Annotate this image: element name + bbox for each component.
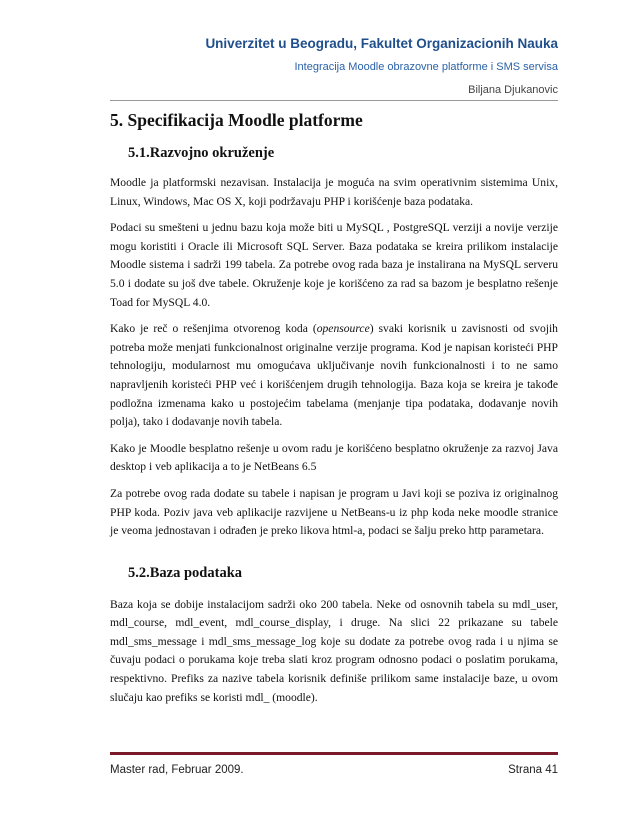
paragraph-3-start: Kako je reč o rešenjima otvorenog koda ( (110, 322, 317, 336)
paragraph-6: Baza koja se dobije instalacijom sadrži oko 200 tabela. Neke od osnovnih tabela su mdl_user, mdl_course, mdl_event, mdl_course_display, i druge. Na slici 22 prikazane su tabele mdl_sms_message i mdl_sms_message_log koje su dodate za potrebe ovog rada i u njima se čuvaju podaci o porukama koje treba slati kroz program odnosno podaci o poslatim porukama, respektivno. Prefiks za nazive tabela korisnik definiše prilikom same instalacije baze, u ovom slučaju kao prefiks se koristi mdl_ (moodle). (110, 597, 558, 704)
footer-left: Master rad, Februar 2009. (110, 764, 244, 776)
paragraph-3-end: ) svaki korisnik u zavisnosti od svojih potreba može menjati funkcionalnost originalne verzije programa. Kod je napisan koristeći PHP tehnologiju, modularnost mu omogućava uključivanje novih funkcionalnosti i to ne samo napravljenih koristeći PHP već i korišćenjem drugih tehnologija. Baza koja se kreira je takođe podložna izmenama kako u postojećim tabelama (menjanje tipa podataka, dodavanje novih polja), tako i dodavanje novih tabela. (110, 322, 558, 429)
paragraph-3-italic: opensource (316, 322, 370, 336)
page-content (110, 108, 558, 707)
paragraph-3 (110, 320, 558, 432)
header-university: Univerzitet u Beogradu, Fakultet Organizacionih Nauka (205, 36, 558, 51)
paragraph-5: Za potrebe ovog rada dodate su tabele i napisan je program u Javi koji se poziva iz originalnog PHP koda. Poziv java veb aplikacije razvijene u NetBeans-u iz php koda neke moodle stranice je veoma jednostavan i odrađen je preko likova html-a, podaci se šalju preko http parametara. (110, 486, 558, 538)
paragraph-1: Moodle ja platformski nezavisan. Instalacija je moguća na svim operativnim sistemima Unix, Linux, Windows, Mac OS X, koji podržavaju PHP i korišćenje baza podataka. (110, 176, 558, 208)
section-title: 5. Specifikacija Moodle platforme (110, 110, 363, 130)
paragraph-4: Kako je Moodle besplatno rešenje u ovom radu je korišćeno besplatno okruženje za razvoj Java desktop i veb aplikacija a to je NetBeans 6.5 (110, 441, 558, 474)
header-divider (110, 100, 558, 101)
subsection-title-2: 5.2.Baza podataka (128, 564, 243, 581)
header-author: Biljana Djukanovic (468, 84, 558, 96)
footer-divider (110, 752, 558, 755)
footer-page-number: Strana 41 (508, 764, 558, 776)
subsection-title-1: 5.1.Razvojno okruženje (128, 145, 275, 161)
paragraph-2: Podaci su smešteni u jednu bazu koja može biti u MySQL , PostgreSQL verziji a novije verzije mogu koristiti i Oracle ili Microsoft SQL Server. Baza podataka se kreira prilikom instalacije Moodle sistema i sadrži 199 tabela. Za potrebe ovog rada baza je instalirana na MySQL serveru 5.0 i dodate su još dve tabele. Okruženje koje je korišćeno za rad sa bazom je besplatno rešenje Toad for MySQL 4.0. (110, 221, 558, 309)
header-subtitle: Integracija Moodle obrazovne platforme i SMS servisa (294, 61, 558, 73)
